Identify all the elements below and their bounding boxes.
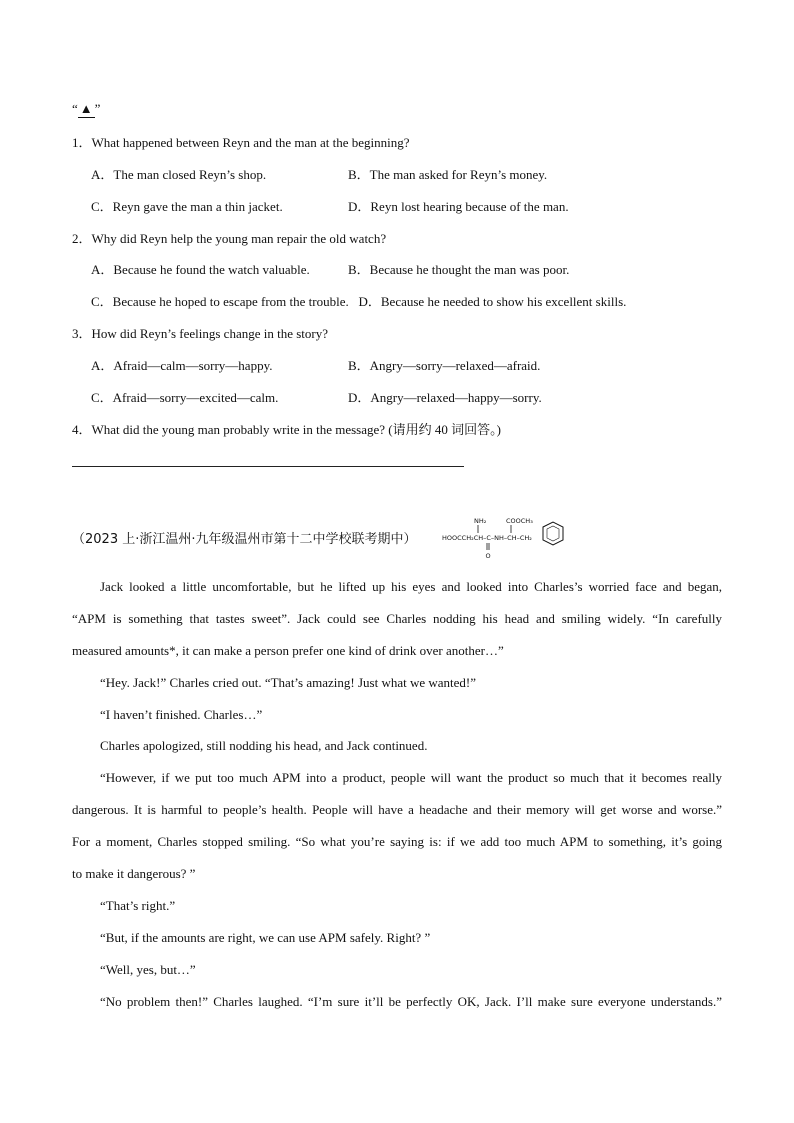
chem-nh2: NH₂ — [474, 517, 487, 525]
passage-line: “No problem then!” Charles laughed. “I’m sure it’ll be perfectly OK, Jack. I’ll make sure everyone understands.” — [100, 994, 722, 1009]
option-2b[interactable]: B．Because he thought the man was poor. — [348, 262, 570, 277]
passage-line: “Hey. Jack!” Charles cried out. “That’s amazing! Just what we wanted!” — [100, 675, 477, 690]
triangle-symbol: ▲ — [79, 101, 93, 116]
option-3d[interactable]: D．Angry—relaxed—happy—sorry. — [348, 390, 542, 405]
passage-line: “However, if we put too much APM into a product, people will want the product so much that it becomes really — [100, 770, 722, 785]
passage-line: “But, if the amounts are right, we can use APM safely. Right? ” — [100, 930, 431, 945]
option-2c[interactable]: C．Because he hoped to escape from the trouble. D．Because he needed to show his excellent skills. — [91, 294, 627, 309]
chem-oxygen: O — [485, 552, 491, 560]
question-2: 2．Why did Reyn help the young man repair the old watch? — [72, 231, 387, 246]
passage-line: Charles apologized, still nodding his head, and Jack continued. — [100, 738, 428, 753]
option-2a[interactable]: A．Because he found the watch valuable. — [91, 262, 310, 277]
option-3a[interactable]: A．Afraid—calm—sorry—happy. — [91, 358, 273, 373]
passage-line: “APM is something that tastes sweet”. Jack could see Charles nodding his head and smiling widely. “In carefully — [72, 611, 722, 626]
option-1a[interactable]: A．The man closed Reyn’s shop. — [91, 167, 267, 182]
option-3b[interactable]: B．Angry—sorry—relaxed—afraid. — [348, 358, 541, 373]
passage-line: “Well, yes, but…” — [100, 962, 196, 977]
passage-line: dangerous. It is harmful to people’s health. People will have a headache and their memory will get worse and worse.” — [72, 802, 722, 817]
chem-cooch3: COOCH₃ — [506, 517, 533, 525]
passage-line: to make it dangerous? ” — [72, 866, 196, 881]
answer-blank-line[interactable] — [72, 466, 464, 467]
option-1d[interactable]: D．Reyn lost hearing because of the man. — [348, 199, 569, 214]
option-3c[interactable]: C．Afraid—sorry—excited—calm. — [91, 390, 279, 405]
passage-line: Jack looked a little uncomfortable, but he lifted up his eyes and looked into Charles’s worried face and began, — [100, 579, 722, 594]
question-1: 1．What happened between Reyn and the man at the beginning? — [72, 135, 410, 150]
answer-marker — [72, 101, 100, 118]
open-quote: “ — [72, 101, 78, 116]
option-1b[interactable]: B．The man asked for Reyn’s money. — [348, 167, 548, 182]
passage-line: measured amounts*, it can make a person prefer one kind of drink over another…” — [72, 643, 504, 658]
passage-line: “That’s right.” — [100, 898, 176, 913]
option-1c[interactable]: C．Reyn gave the man a thin jacket. — [91, 199, 283, 214]
option-2d[interactable]: D．Because he needed to show his excellent skills. — [358, 294, 627, 309]
close-quote: ” — [94, 101, 101, 116]
chemical-structure-image — [440, 513, 570, 563]
source-label: （2023 上·浙江温州·九年级温州市第十二中学校联考期中） — [72, 532, 417, 547]
chem-backbone: HOOCCH₂CH–C–NH–CH–CH₂ — [442, 534, 532, 542]
question-3: 3．How did Reyn’s feelings change in the story? — [72, 326, 328, 341]
question-4: 4．What did the young man probably write in the message? (请用约 40 词回答。) — [72, 422, 501, 437]
passage-line: For a moment, Charles stopped smiling. “So what you’re saying is: if we add too much APM to something, it’s going — [72, 834, 722, 849]
passage-line: “I haven’t finished. Charles…” — [100, 707, 263, 722]
